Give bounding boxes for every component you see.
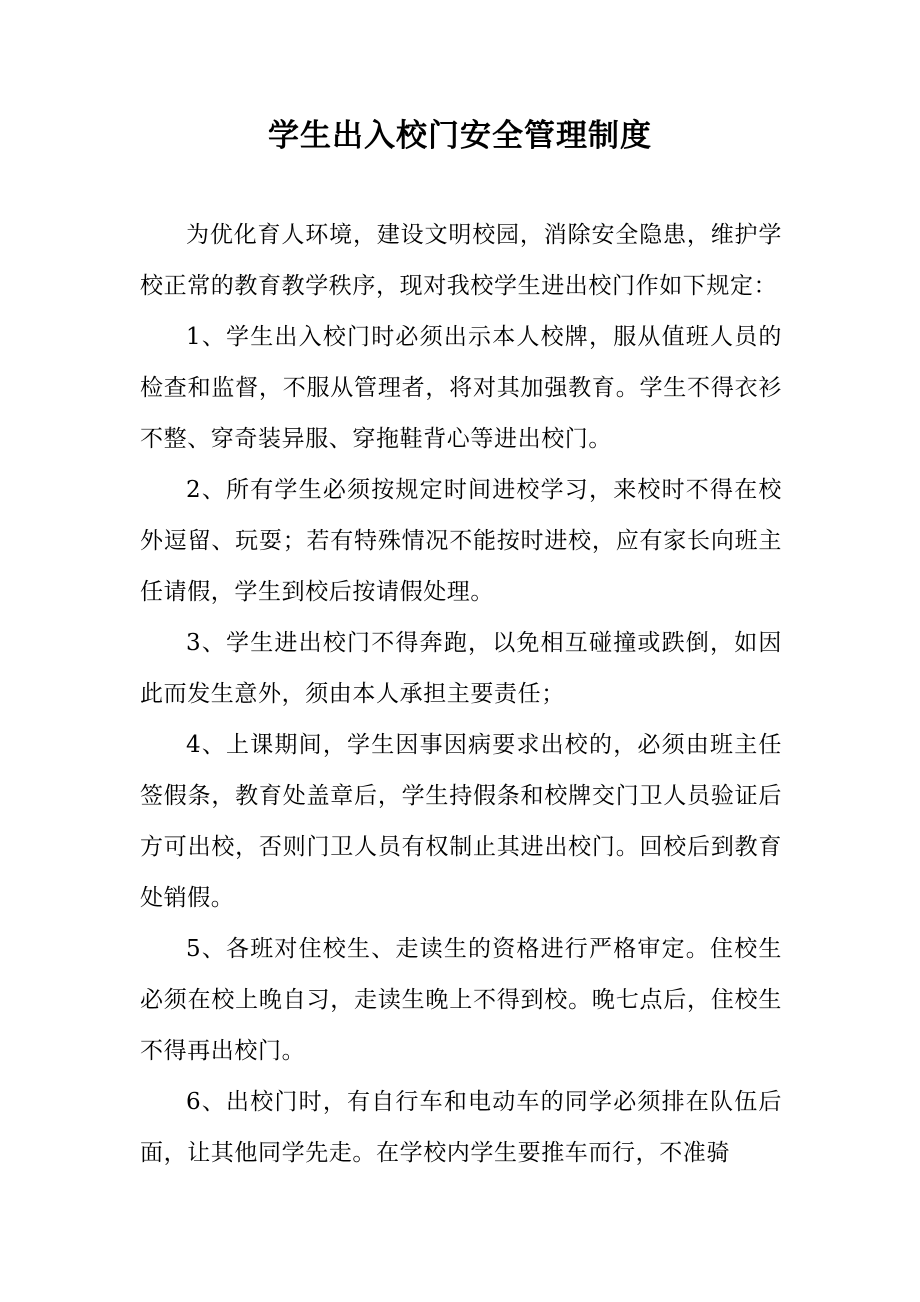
rule-2-paragraph: 2、所有学生必须按规定时间进校学习，来校时不得在校外逗留、玩耍；若有特殊情况不能按时进校，应有家长向班主任请假，学生到校后按请假处理。 [140,477,782,605]
rule-4-paragraph: 4、上课期间，学生因事因病要求出校的，必须由班主任签假条，教育处盖章后，学生持假条和校牌交门卫人员验证后方可出校，否则门卫人员有权制止其进出校门。回校后到教育处销假。 [140,732,782,911]
rule-5-paragraph: 5、各班对住校生、走读生的资格进行严格审定。住校生必须在校上晚自习，走读生晚上不得到校。晚七点后，住校生不得再出校门。 [140,936,782,1064]
document-title: 学生出入校门安全管理制度 [268,118,652,154]
intro-paragraph: 为优化育人环境，建设文明校园，消除安全隐患，维护学校正常的教育教学秩序，现对我校学生进出校门作如下规定： [140,222,782,299]
document-body [140,210,782,1179]
rule-6-paragraph: 6、出校门时，有自行车和电动车的同学必须排在队伍后面，让其他同学先走。在学校内学生要推车而行，不准骑 [140,1089,782,1166]
rule-3-paragraph: 3、学生进出校门不得奔跑，以免相互碰撞或跌倒，如因此而发生意外，须由本人承担主要责任； [140,630,782,707]
rule-1-paragraph: 1、学生出入校门时必须出示本人校牌，服从值班人员的检查和监督，不服从管理者，将对其加强教育。学生不得衣衫不整、穿奇装异服、穿拖鞋背心等进出校门。 [140,324,782,452]
